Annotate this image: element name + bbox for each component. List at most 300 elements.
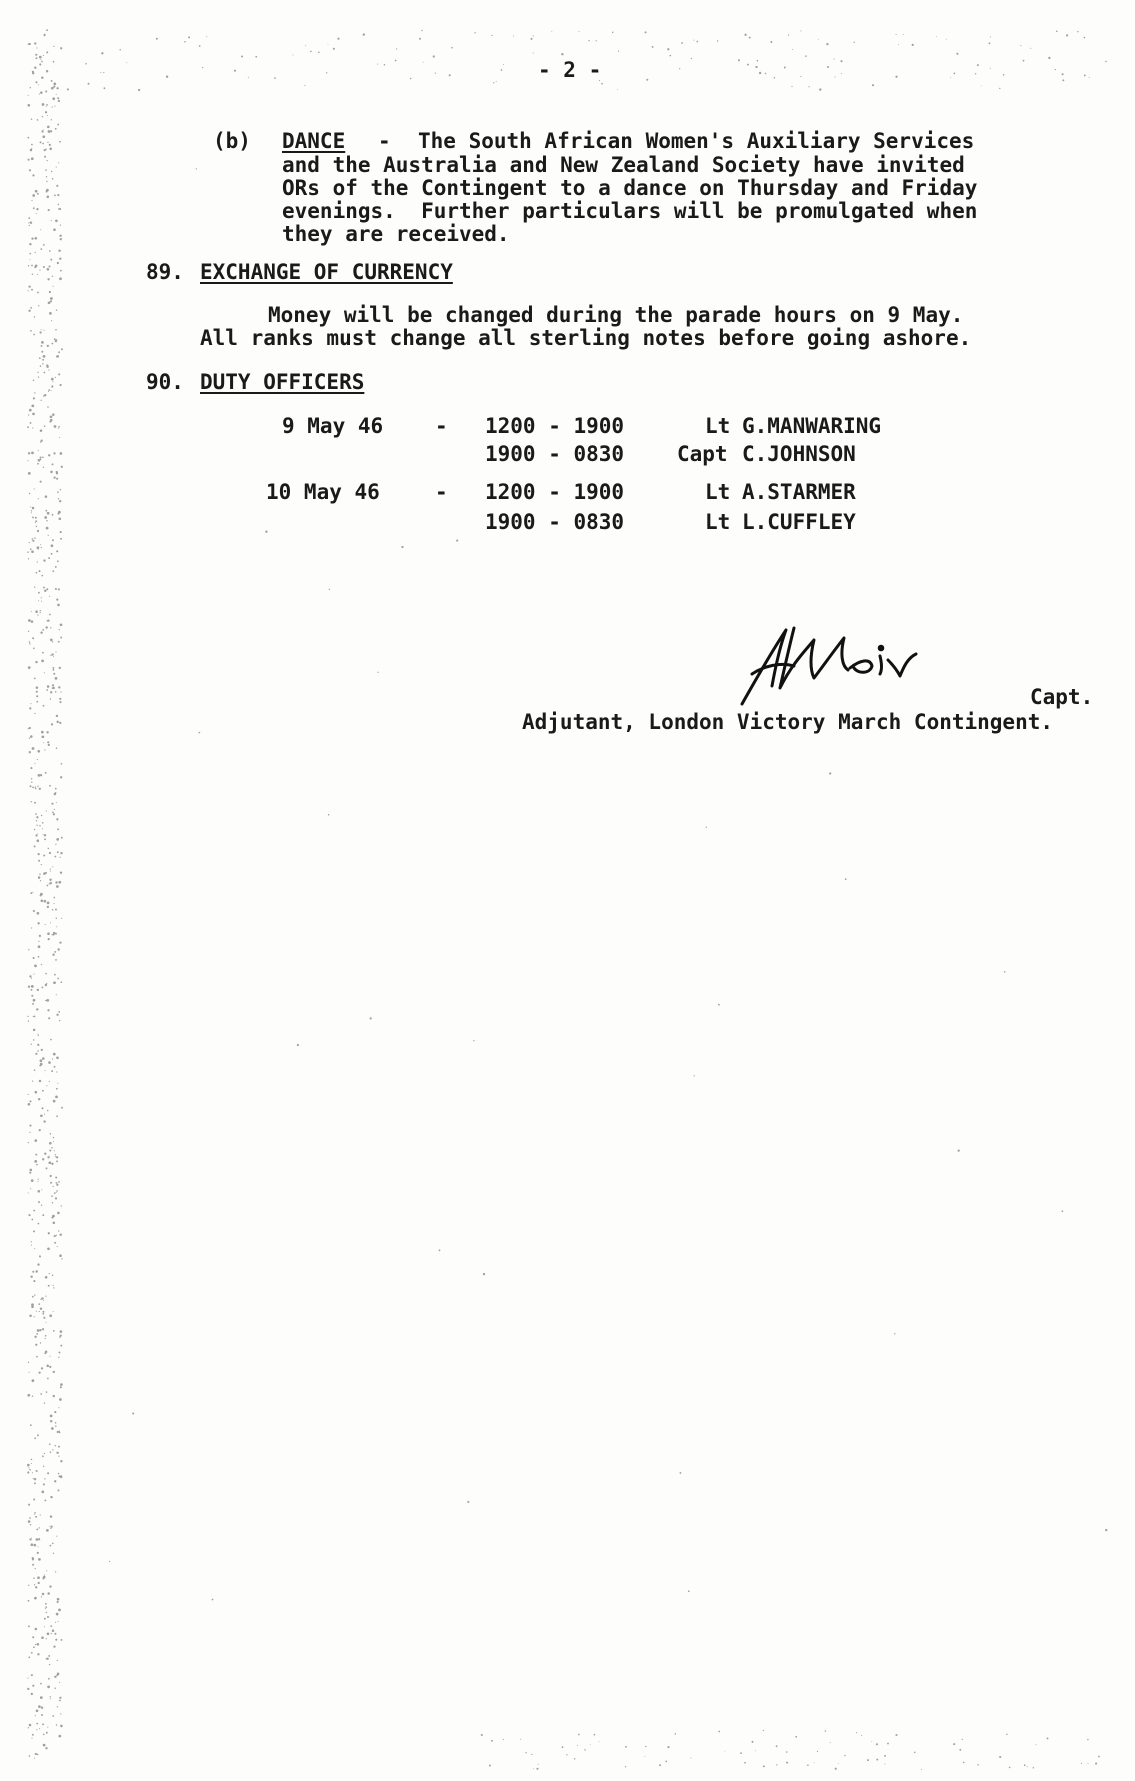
scan-speck bbox=[1105, 61, 1107, 63]
scan-speck bbox=[41, 601, 42, 602]
scan-speck bbox=[46, 810, 47, 811]
scan-speck bbox=[60, 1330, 63, 1333]
scan-speck bbox=[44, 1070, 45, 1071]
scan-speck bbox=[44, 672, 45, 673]
scan-speck bbox=[59, 667, 61, 669]
scan-speck bbox=[51, 80, 53, 82]
scan-speck bbox=[52, 413, 55, 416]
scan-speck bbox=[37, 786, 38, 787]
scan-speck bbox=[401, 546, 403, 548]
scan-speck bbox=[41, 864, 42, 865]
scan-speck bbox=[44, 1402, 45, 1403]
scan-speck bbox=[28, 985, 30, 987]
scan-speck bbox=[59, 1700, 61, 1702]
scan-speck bbox=[47, 1616, 49, 1618]
scan-speck bbox=[50, 691, 52, 693]
scan-speck bbox=[56, 309, 58, 311]
scan-speck bbox=[872, 84, 874, 86]
scan-speck bbox=[50, 698, 51, 699]
scan-speck bbox=[834, 59, 835, 60]
scan-speck bbox=[44, 394, 46, 396]
scan-speck bbox=[50, 868, 51, 869]
scan-speck bbox=[551, 31, 552, 32]
scan-speck bbox=[36, 1311, 37, 1312]
scan-speck bbox=[85, 63, 87, 64]
scan-speck bbox=[34, 1482, 36, 1484]
scan-speck bbox=[53, 1395, 55, 1397]
scan-speck bbox=[28, 1504, 30, 1506]
scan-speck bbox=[435, 73, 436, 74]
scan-speck bbox=[667, 1746, 669, 1748]
scan-speck bbox=[60, 857, 61, 858]
scan-speck bbox=[32, 1003, 34, 1005]
scan-speck bbox=[57, 1083, 58, 1084]
scan-speck bbox=[45, 111, 47, 113]
scan-speck bbox=[50, 1515, 52, 1517]
scan-speck bbox=[29, 751, 31, 753]
scan-speck bbox=[29, 169, 31, 171]
scan-speck bbox=[47, 268, 50, 271]
scan-speck bbox=[27, 1016, 28, 1017]
scan-speck bbox=[51, 1195, 53, 1197]
scan-speck bbox=[45, 169, 47, 171]
scan-speck bbox=[31, 1241, 32, 1242]
scan-speck bbox=[56, 1613, 59, 1616]
scan-speck bbox=[738, 59, 740, 61]
item-b-heading: DANCE bbox=[282, 129, 346, 153]
scan-speck bbox=[49, 1585, 51, 1587]
scan-speck bbox=[56, 1056, 59, 1059]
scan-speck bbox=[55, 677, 58, 680]
scan-speck bbox=[37, 546, 40, 549]
scan-speck bbox=[36, 526, 37, 527]
scan-speck bbox=[46, 983, 47, 984]
scan-speck bbox=[59, 258, 61, 260]
scan-speck bbox=[29, 737, 30, 738]
scan-speck bbox=[29, 225, 30, 226]
scan-speck bbox=[38, 1558, 41, 1561]
scan-speck bbox=[47, 1378, 49, 1380]
scan-speck bbox=[763, 1730, 764, 1731]
scan-speck bbox=[28, 414, 29, 415]
scan-speck bbox=[37, 193, 39, 195]
scan-speck bbox=[33, 910, 35, 912]
scan-speck bbox=[53, 1141, 54, 1142]
scan-speck bbox=[29, 243, 31, 245]
scan-speck bbox=[46, 1732, 48, 1734]
scan-speck bbox=[50, 1545, 52, 1547]
scan-speck bbox=[52, 106, 53, 107]
scan-speck bbox=[53, 981, 56, 984]
scan-speck bbox=[38, 1538, 40, 1540]
scan-speck bbox=[32, 540, 34, 542]
scan-speck bbox=[38, 860, 40, 862]
scan-speck bbox=[53, 1371, 55, 1373]
scan-speck bbox=[52, 812, 54, 814]
duty-rank: Lt bbox=[705, 480, 731, 504]
scan-speck bbox=[55, 1425, 56, 1426]
scan-speck bbox=[57, 560, 59, 562]
scan-speck bbox=[28, 1214, 30, 1216]
scan-speck bbox=[60, 776, 62, 778]
scan-speck bbox=[898, 44, 899, 45]
scan-speck bbox=[646, 79, 648, 81]
scan-speck bbox=[30, 422, 32, 424]
scan-speck bbox=[38, 376, 39, 377]
scan-speck bbox=[56, 838, 59, 841]
scan-speck bbox=[156, 38, 158, 40]
scan-speck bbox=[33, 1544, 36, 1547]
scan-speck bbox=[48, 1655, 50, 1657]
scan-speck bbox=[202, 67, 203, 68]
scan-speck bbox=[578, 31, 579, 32]
scan-speck bbox=[977, 64, 979, 66]
scan-speck bbox=[39, 56, 42, 59]
scan-speck bbox=[28, 285, 30, 287]
scan-speck bbox=[981, 86, 982, 87]
scan-speck bbox=[234, 70, 236, 72]
scan-speck bbox=[53, 813, 55, 815]
scan-speck bbox=[35, 1053, 37, 1055]
scan-speck bbox=[744, 1762, 746, 1764]
scan-speck bbox=[34, 763, 35, 764]
scan-speck bbox=[1084, 74, 1086, 76]
scan-speck bbox=[55, 959, 57, 961]
scan-speck bbox=[533, 1768, 534, 1769]
scan-speck bbox=[48, 744, 50, 746]
scan-speck bbox=[49, 250, 51, 252]
scan-speck bbox=[29, 1469, 31, 1471]
scan-speck bbox=[47, 1727, 48, 1728]
scan-speck bbox=[817, 1751, 818, 1752]
scan-speck bbox=[41, 1714, 43, 1716]
scan-speck bbox=[861, 1735, 862, 1736]
scan-speck bbox=[28, 1094, 29, 1095]
scan-speck bbox=[53, 476, 55, 478]
scan-speck bbox=[56, 1190, 58, 1192]
handwritten-signature bbox=[730, 612, 970, 712]
scan-speck bbox=[49, 148, 52, 151]
scan-speck bbox=[770, 41, 772, 43]
scan-speck bbox=[32, 507, 35, 510]
scan-speck bbox=[47, 1247, 50, 1250]
scan-speck bbox=[60, 981, 62, 983]
scan-speck bbox=[57, 1598, 60, 1601]
scan-speck bbox=[47, 1009, 49, 1011]
scan-speck bbox=[39, 94, 40, 95]
scan-speck bbox=[52, 1715, 54, 1717]
scan-speck bbox=[34, 713, 35, 714]
scan-speck bbox=[37, 1434, 39, 1436]
scan-speck bbox=[41, 986, 43, 988]
scan-speck bbox=[55, 1639, 57, 1641]
scan-speck bbox=[50, 1415, 53, 1418]
scan-speck bbox=[40, 1514, 41, 1515]
scan-speck bbox=[37, 912, 40, 915]
scan-speck bbox=[562, 1746, 564, 1748]
scan-speck bbox=[45, 510, 47, 512]
scan-speck bbox=[47, 1156, 49, 1158]
scan-speck bbox=[28, 159, 30, 161]
scan-speck bbox=[763, 1765, 765, 1767]
scan-speck bbox=[40, 91, 43, 94]
scan-speck bbox=[38, 1181, 39, 1182]
scan-speck bbox=[33, 397, 35, 399]
scan-speck bbox=[304, 85, 305, 86]
scan-speck bbox=[56, 87, 58, 89]
scan-speck bbox=[29, 253, 31, 255]
scan-speck bbox=[599, 1741, 600, 1742]
scan-speck bbox=[56, 1160, 58, 1162]
scan-speck bbox=[32, 1734, 34, 1736]
scan-speck bbox=[49, 1443, 51, 1445]
scan-speck bbox=[47, 620, 49, 622]
scan-speck bbox=[776, 1745, 778, 1747]
scan-speck bbox=[50, 297, 53, 300]
scan-speck bbox=[53, 656, 54, 657]
scan-speck bbox=[50, 1175, 52, 1177]
scan-speck bbox=[56, 1192, 57, 1193]
scan-speck bbox=[34, 67, 36, 69]
scan-speck bbox=[41, 900, 44, 903]
scan-speck bbox=[765, 73, 767, 75]
scan-speck bbox=[60, 852, 62, 854]
scan-speck bbox=[43, 467, 44, 468]
scan-speck bbox=[38, 945, 41, 948]
scan-speck bbox=[54, 1480, 56, 1482]
scan-speck bbox=[48, 209, 50, 211]
scan-speck bbox=[363, 33, 365, 35]
scan-speck bbox=[59, 1682, 60, 1683]
scan-speck bbox=[38, 1582, 40, 1584]
scan-speck bbox=[35, 834, 37, 836]
scan-speck bbox=[58, 208, 59, 209]
scan-speck bbox=[40, 1307, 42, 1309]
scan-speck bbox=[33, 334, 35, 336]
scan-speck bbox=[44, 589, 46, 591]
scan-speck bbox=[46, 527, 49, 530]
scan-speck bbox=[59, 941, 61, 943]
scan-speck bbox=[52, 1629, 55, 1632]
scan-speck bbox=[54, 1676, 56, 1678]
scan-speck bbox=[617, 89, 618, 90]
scan-speck bbox=[33, 1478, 34, 1479]
scan-speck bbox=[58, 1230, 59, 1231]
scan-speck bbox=[56, 994, 57, 995]
item-b-label: (b) bbox=[213, 129, 251, 153]
scan-speck bbox=[45, 973, 47, 975]
scan-speck bbox=[57, 1601, 59, 1603]
scan-speck bbox=[47, 126, 50, 129]
scan-speck bbox=[34, 1295, 35, 1296]
scan-speck bbox=[56, 1536, 57, 1537]
scan-speck bbox=[32, 1271, 34, 1273]
scan-speck bbox=[103, 72, 104, 73]
scan-speck bbox=[50, 1625, 52, 1627]
duty-date: 9 May 46 bbox=[282, 414, 384, 438]
scan-speck bbox=[42, 629, 44, 631]
scan-speck bbox=[830, 1742, 831, 1743]
scan-speck bbox=[42, 1057, 45, 1060]
scan-speck bbox=[52, 1215, 55, 1218]
scan-speck bbox=[50, 1496, 52, 1498]
scan-speck bbox=[56, 1452, 58, 1454]
scan-speck bbox=[56, 1088, 58, 1090]
scan-speck bbox=[56, 599, 58, 601]
scan-speck bbox=[58, 1407, 59, 1408]
scan-speck bbox=[53, 1330, 55, 1332]
scan-speck bbox=[55, 691, 57, 693]
scan-speck bbox=[47, 196, 50, 199]
scan-speck bbox=[47, 278, 49, 280]
scan-speck bbox=[31, 144, 33, 146]
scan-speck bbox=[35, 264, 38, 267]
scan-speck bbox=[37, 274, 38, 275]
scan-speck bbox=[37, 1552, 39, 1554]
scan-speck bbox=[652, 46, 654, 48]
scan-speck bbox=[43, 872, 46, 875]
scan-speck bbox=[40, 365, 42, 367]
scan-speck bbox=[814, 1762, 815, 1763]
scan-speck bbox=[50, 871, 51, 872]
scan-speck bbox=[36, 1470, 38, 1472]
scan-speck bbox=[44, 1575, 45, 1576]
scan-speck bbox=[31, 995, 33, 997]
scan-speck bbox=[50, 627, 51, 628]
scan-speck bbox=[29, 641, 30, 642]
scan-speck bbox=[513, 35, 514, 36]
scan-speck bbox=[42, 103, 45, 106]
scan-speck bbox=[963, 1762, 965, 1764]
scan-speck bbox=[675, 1733, 677, 1735]
scan-speck bbox=[49, 1664, 50, 1665]
scan-speck bbox=[58, 1473, 59, 1474]
duty-officer-name: C.JOHNSON bbox=[742, 442, 856, 466]
scan-speck bbox=[38, 305, 39, 306]
scan-speck bbox=[199, 732, 201, 734]
scan-speck bbox=[28, 558, 29, 559]
scan-speck bbox=[30, 735, 33, 738]
scan-speck bbox=[40, 59, 41, 60]
scan-speck bbox=[50, 1133, 52, 1135]
scan-speck bbox=[29, 542, 30, 543]
scan-speck bbox=[47, 1110, 49, 1112]
scan-speck bbox=[786, 1762, 788, 1764]
scan-speck bbox=[59, 1697, 61, 1699]
scan-speck bbox=[1105, 1529, 1107, 1531]
scan-speck bbox=[31, 1044, 32, 1045]
scan-speck bbox=[47, 160, 48, 161]
scan-speck bbox=[29, 409, 32, 412]
scan-speck bbox=[47, 115, 48, 116]
scan-speck bbox=[337, 38, 339, 40]
scan-speck bbox=[538, 1764, 539, 1765]
scan-speck bbox=[206, 36, 207, 37]
scan-speck bbox=[834, 76, 835, 77]
scan-speck bbox=[32, 1296, 34, 1298]
scan-speck bbox=[49, 1356, 50, 1357]
scan-speck bbox=[31, 801, 32, 802]
scan-speck bbox=[717, 40, 718, 41]
scan-speck bbox=[57, 978, 59, 980]
scan-speck bbox=[34, 802, 36, 804]
scan-speck bbox=[53, 897, 55, 899]
scan-speck bbox=[51, 803, 53, 805]
scan-speck bbox=[55, 792, 56, 793]
scan-speck bbox=[47, 345, 49, 347]
scan-speck bbox=[39, 270, 40, 271]
scan-speck bbox=[55, 1445, 56, 1446]
scan-speck bbox=[42, 652, 44, 654]
scan-speck bbox=[46, 72, 47, 73]
scan-speck bbox=[29, 1315, 32, 1318]
scan-speck bbox=[33, 1577, 35, 1579]
scan-speck bbox=[49, 1273, 50, 1274]
scan-speck bbox=[419, 38, 421, 40]
scan-speck bbox=[474, 32, 475, 33]
scan-speck bbox=[27, 104, 30, 107]
scan-speck bbox=[49, 879, 51, 881]
scan-speck bbox=[47, 406, 49, 408]
scan-speck bbox=[42, 1723, 44, 1725]
scan-speck bbox=[59, 437, 60, 438]
scan-speck bbox=[34, 392, 35, 393]
scan-speck bbox=[35, 81, 37, 83]
scan-speck bbox=[43, 129, 44, 130]
scan-speck bbox=[45, 1351, 48, 1354]
scan-speck bbox=[38, 1201, 40, 1203]
scan-speck bbox=[46, 588, 48, 590]
scan-speck bbox=[41, 660, 44, 663]
scan-speck bbox=[60, 1386, 62, 1388]
scan-speck bbox=[40, 893, 43, 896]
scan-speck bbox=[577, 1745, 578, 1746]
scan-speck bbox=[31, 157, 34, 160]
scan-speck bbox=[57, 491, 59, 493]
scan-speck bbox=[43, 330, 44, 331]
scan-speck bbox=[39, 1329, 41, 1331]
scan-speck bbox=[29, 1125, 31, 1127]
scan-speck bbox=[46, 520, 48, 522]
scan-speck bbox=[60, 452, 63, 455]
scan-speck bbox=[41, 597, 42, 598]
scan-speck bbox=[37, 1754, 39, 1756]
item-b-line-3: ORs of the Contingent to a dance on Thursday and Friday bbox=[282, 176, 978, 200]
scan-speck bbox=[28, 1467, 29, 1468]
scan-speck bbox=[60, 238, 62, 240]
scan-speck bbox=[56, 917, 57, 918]
section-89-number: 89. bbox=[146, 260, 184, 284]
scan-speck bbox=[53, 1553, 54, 1554]
scan-speck bbox=[47, 1686, 50, 1689]
scan-speck bbox=[49, 1314, 52, 1317]
scan-speck bbox=[43, 244, 45, 246]
scan-speck bbox=[1088, 1763, 1089, 1764]
scan-speck bbox=[48, 391, 49, 392]
scan-speck bbox=[35, 1568, 36, 1569]
scan-speck bbox=[895, 76, 897, 78]
scan-speck bbox=[27, 1464, 30, 1467]
scan-speck bbox=[37, 833, 38, 834]
scan-speck bbox=[489, 1765, 491, 1767]
scan-speck bbox=[55, 1622, 56, 1623]
scan-speck bbox=[48, 1232, 50, 1234]
scan-speck bbox=[29, 1372, 30, 1373]
scan-speck bbox=[49, 852, 51, 854]
scan-speck bbox=[48, 557, 50, 559]
scan-speck bbox=[884, 1763, 885, 1764]
scan-speck bbox=[30, 703, 31, 704]
